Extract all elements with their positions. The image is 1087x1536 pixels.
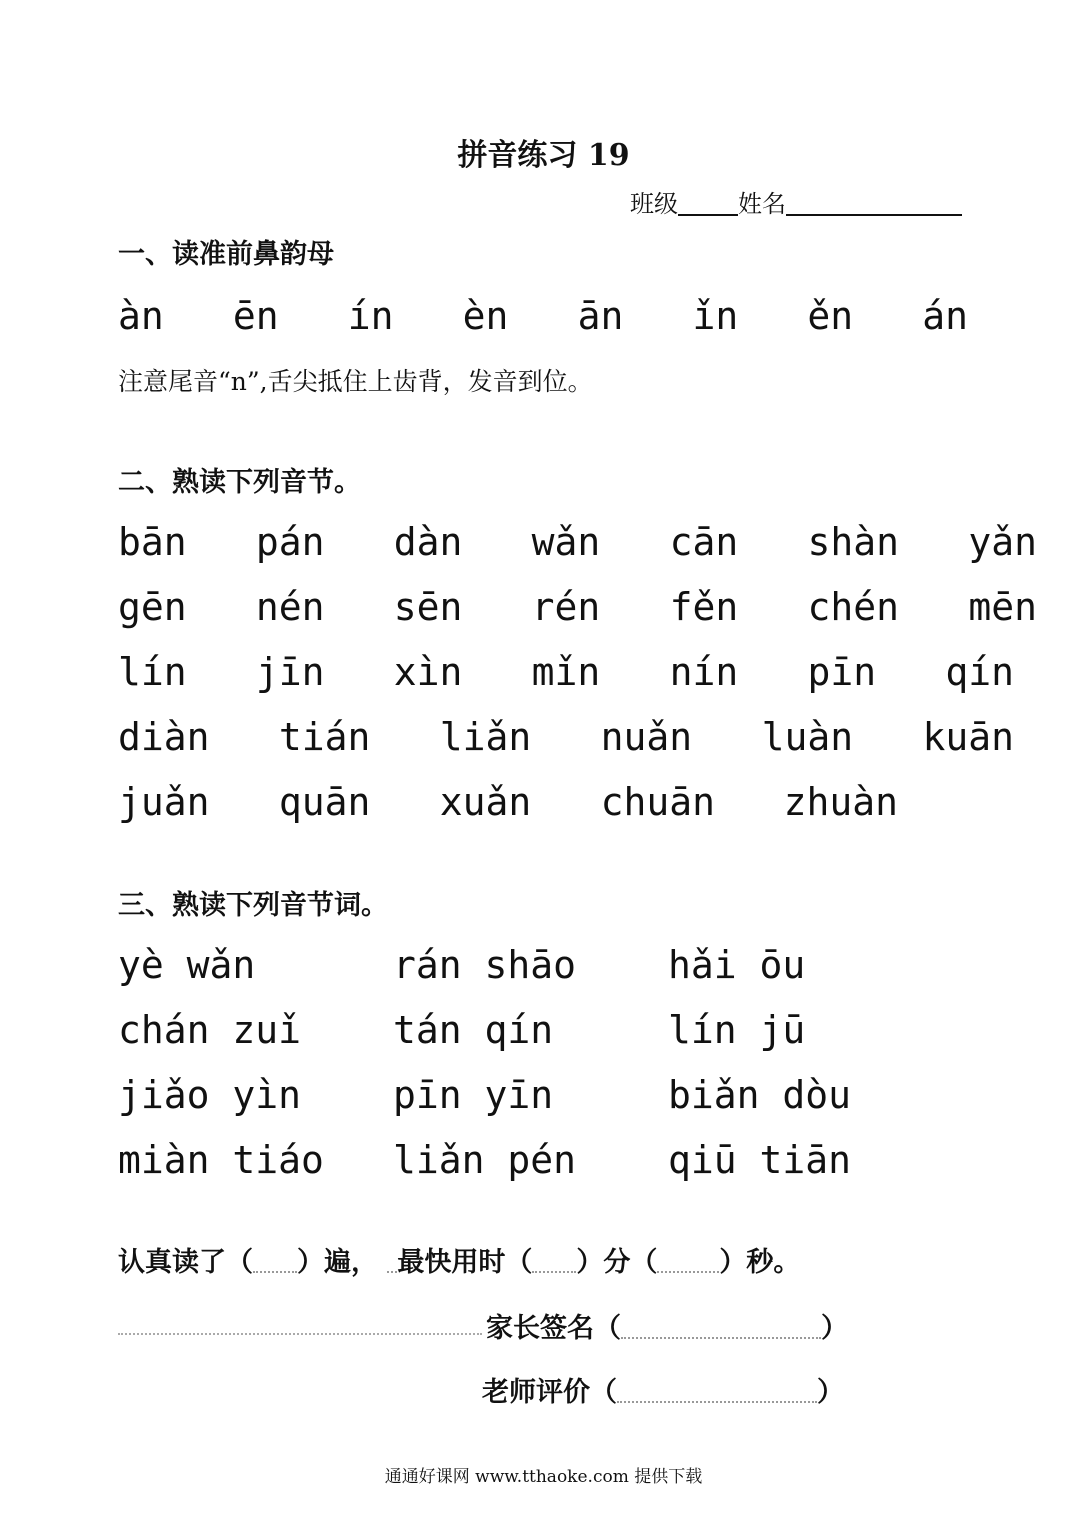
syllable-row-5 xyxy=(118,780,898,824)
teacher-evaluation-blank[interactable] xyxy=(617,1379,817,1403)
spacer-dots xyxy=(387,1249,397,1273)
syllable: gēn xyxy=(118,585,187,629)
teacher-evaluation-line xyxy=(482,1370,844,1409)
section1-finals-row xyxy=(118,294,1014,338)
final-item: ēn xyxy=(232,294,279,338)
final-item: ǐn xyxy=(692,294,739,338)
syllable: jīn xyxy=(255,650,325,694)
name-label: 姓名 xyxy=(738,190,786,218)
word-item: yè wǎn xyxy=(118,943,256,987)
word-item: rán shāo xyxy=(393,943,577,987)
syllable-row-4 xyxy=(118,715,1014,759)
word-item: biǎn dòu xyxy=(668,1073,852,1117)
minutes-label: ）分（ xyxy=(576,1247,658,1278)
times-read-label: 认真读了（ xyxy=(118,1247,253,1278)
teacher-evaluation-label: 老师评价（ xyxy=(482,1377,617,1408)
syllable: luàn xyxy=(761,715,854,759)
syllable: nín xyxy=(669,650,739,694)
syllable: rén xyxy=(531,585,601,629)
syllable: qín xyxy=(945,650,1014,694)
syllable: xuǎn xyxy=(439,780,532,824)
syllable: fěn xyxy=(669,585,739,629)
final-item: àn xyxy=(118,294,164,338)
syllable: liǎn xyxy=(439,715,532,759)
syllable: pīn xyxy=(807,650,877,694)
syllable: nén xyxy=(255,585,325,629)
class-label: 班级 xyxy=(630,190,678,218)
syllable: zhuàn xyxy=(783,780,898,824)
section2-heading: 二、熟读下列音节。 xyxy=(118,467,361,498)
syllable: kuān xyxy=(922,715,1014,759)
fastest-time-label: 最快用时（ xyxy=(397,1247,533,1278)
page-title: 拼音练习 19 xyxy=(457,138,630,173)
parent-signature-line xyxy=(486,1306,848,1345)
syllable: nuǎn xyxy=(600,715,693,759)
syllable: sēn xyxy=(393,585,463,629)
syllable: shàn xyxy=(807,520,899,564)
syllable: cān xyxy=(669,520,739,564)
teacher-evaluation-close: ） xyxy=(817,1377,844,1408)
syllable: wǎn xyxy=(531,520,601,564)
parent-signature-label: 家长签名（ xyxy=(486,1313,621,1344)
seconds-label: ）秒。 xyxy=(719,1247,801,1278)
final-item: ěn xyxy=(807,294,854,338)
parent-signature-close: ） xyxy=(821,1313,848,1344)
syllable-row-2 xyxy=(118,585,1037,629)
syllable: diàn xyxy=(118,715,210,759)
parent-signature-blank[interactable] xyxy=(621,1315,821,1339)
syllable: juǎn xyxy=(118,780,210,824)
final-item: ān xyxy=(577,294,624,338)
syllable: quān xyxy=(278,780,371,824)
word-item: pīn yīn xyxy=(393,1073,554,1117)
syllable: chén xyxy=(807,585,899,629)
times-read-blank[interactable] xyxy=(253,1249,297,1273)
pronunciation-note: 注意尾音“n”,舌尖抵住上齿背，发音到位。 xyxy=(118,367,593,396)
syllable: mǐn xyxy=(531,650,601,694)
dotted-leader xyxy=(118,1332,482,1335)
minutes-blank[interactable] xyxy=(532,1249,576,1273)
syllable: lín xyxy=(118,650,187,694)
syllable: xìn xyxy=(393,650,463,694)
section1-heading: 一、读准前鼻韵母 xyxy=(118,239,334,270)
times-suffix: ）遍， xyxy=(297,1247,378,1278)
word-item: tán qín xyxy=(393,1008,554,1052)
word-item: chán zuǐ xyxy=(118,1008,302,1052)
class-name-line xyxy=(630,184,962,219)
word-item: miàn tiáo xyxy=(118,1138,324,1182)
seconds-blank[interactable] xyxy=(657,1249,719,1273)
syllable: tián xyxy=(278,715,371,759)
footer-source: 通通好课网 www.tthaoke.com 提供下载 xyxy=(384,1467,703,1487)
syllable-row-1 xyxy=(118,520,1037,564)
syllable-row-3 xyxy=(118,650,1014,694)
syllable: dàn xyxy=(393,520,463,564)
syllable: pán xyxy=(255,520,325,564)
syllable: mēn xyxy=(968,585,1037,629)
word-item: qiū tiān xyxy=(668,1138,852,1182)
final-item: án xyxy=(922,294,968,338)
word-item: jiǎo yìn xyxy=(118,1073,302,1117)
syllable: yǎn xyxy=(968,520,1037,564)
section3-heading: 三、熟读下列音节词。 xyxy=(118,890,388,921)
final-item: èn xyxy=(462,294,509,338)
syllable: bān xyxy=(118,520,187,564)
word-item: lín jū xyxy=(668,1008,806,1052)
syllable: chuān xyxy=(600,780,716,824)
reading-record-line xyxy=(118,1240,800,1279)
word-item: hǎi ōu xyxy=(668,943,806,987)
name-blank[interactable] xyxy=(786,190,962,216)
class-blank[interactable] xyxy=(678,190,738,216)
word-item: liǎn pén xyxy=(393,1138,577,1182)
final-item: ín xyxy=(347,294,394,338)
